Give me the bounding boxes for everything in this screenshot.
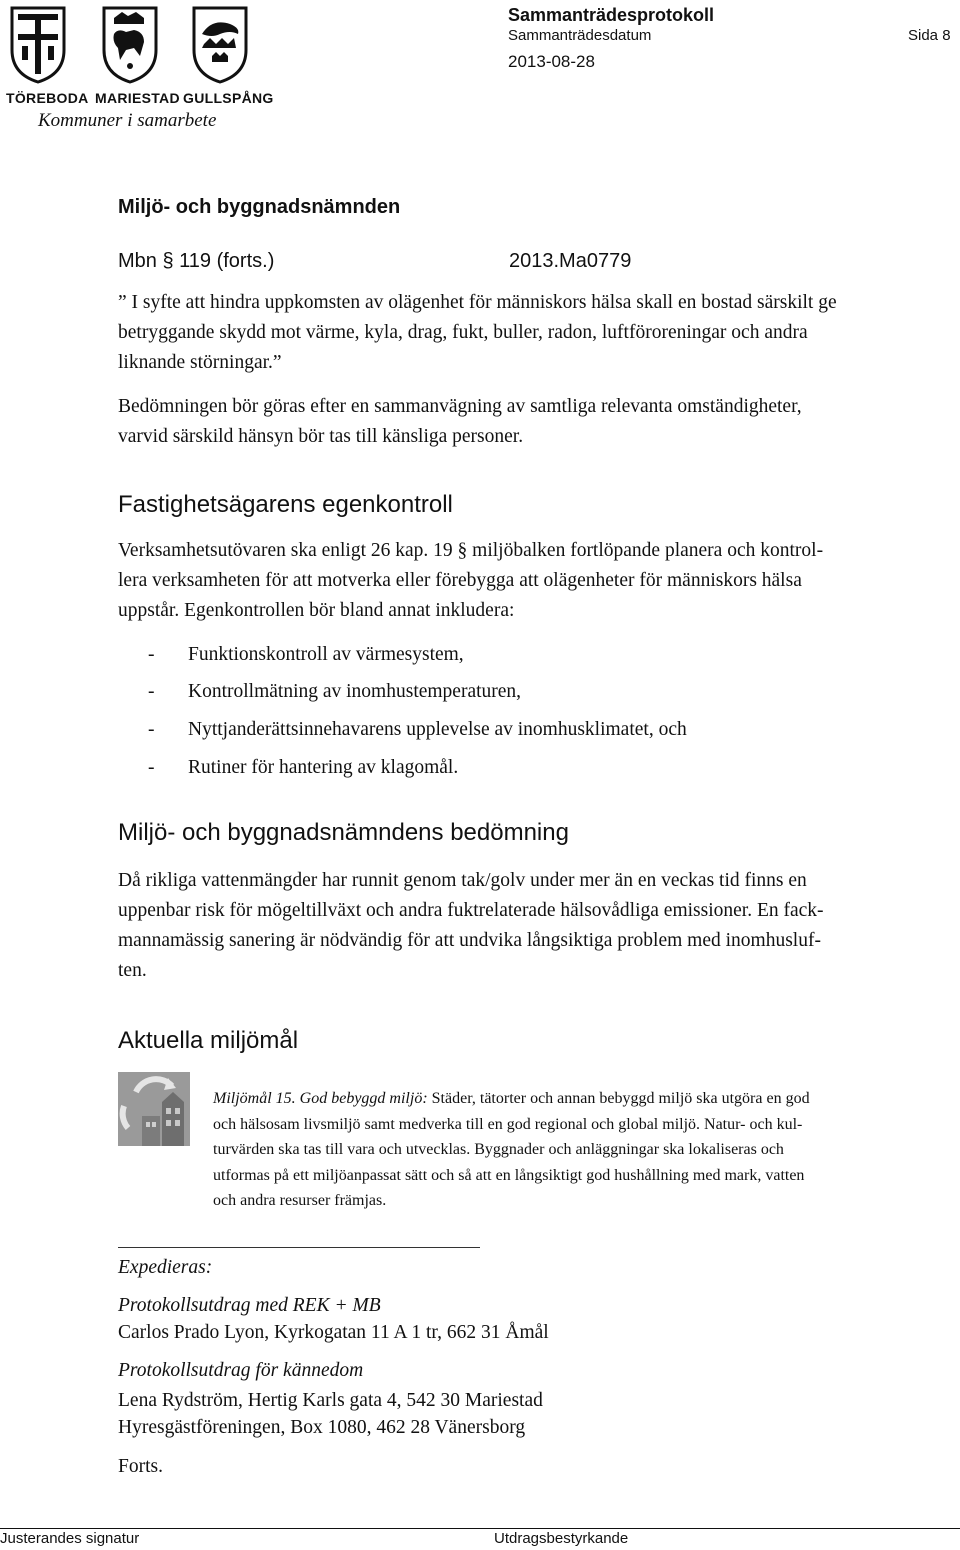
assessment-line: Bedömningen bör göras efter en sammanvägning av samtliga relevanta omständigheter,: [118, 396, 802, 417]
rek-recipient: Carlos Prado Lyon, Kyrkogatan 11 A 1 tr, 662 31 Åmål: [118, 1322, 549, 1343]
quote-line: liknande störningar.”: [118, 352, 282, 373]
committee-title: Miljö- och byggnadsnämnden: [118, 196, 401, 218]
page-number: Sida 8: [908, 27, 951, 44]
gullspang-coat-of-arms: [190, 4, 250, 84]
env-goal-paragraph: [213, 1086, 953, 1214]
meeting-date: 2013-08-28: [508, 52, 595, 71]
board-assessment-line: ten.: [118, 960, 147, 981]
signature-label: Justerandes signatur: [0, 1530, 140, 1547]
bullet-item: - Funktionskontroll av värmesystem,: [148, 644, 464, 665]
goal-line: turvärden ska tas till vara och utvecklas. Byggnader och anläggningar ska lokaliseras och: [213, 1141, 784, 1158]
self-control-line: Verksamhetsutövaren ska enligt 26 kap. 19 § miljöbalken fortlöpande planera och kontrol-: [118, 540, 824, 561]
municipality-mariestad: MARIESTAD: [95, 90, 180, 106]
expedieras-label: Expedieras:: [118, 1257, 213, 1278]
info-recipient: Hyresgästföreningen, Box 1080, 462 28 Vänersborg: [118, 1417, 526, 1438]
continued-note: Forts.: [118, 1456, 163, 1477]
goal-label: Miljömål 15. God bebyggd miljö:: [213, 1090, 428, 1107]
goal-line: Städer, tätorter och annan bebyggd miljö ska utgöra en god: [431, 1090, 810, 1107]
mariestad-coat-of-arms: [100, 4, 160, 84]
info-group-label: Protokollsutdrag för kännedom: [118, 1360, 364, 1381]
goal-line: utformas på ett miljöanpassat sätt och så att en långsiktigt god hushållning med mark, vatten: [213, 1166, 805, 1184]
municipality-toreboda: TÖREBODA: [6, 90, 89, 106]
paragraph-reference: Mbn § 119 (forts.): [118, 250, 275, 272]
assessment-paragraph: [118, 392, 954, 452]
municipality-gullspang: GULLSPÅNG: [183, 90, 274, 106]
bullet-item: - Rutiner för hantering av klagomål.: [148, 757, 459, 778]
toreboda-coat-of-arms: [8, 4, 68, 84]
self-control-line: lera verksamheten för att motverka eller förebygga att olägenheter för människors hälsa: [118, 570, 802, 591]
self-control-line: uppstår. Egenkontrollen bör bland annat inkludera:: [118, 600, 515, 621]
rek-group-label: Protokollsutdrag med REK + MB: [118, 1295, 381, 1316]
quote-paragraph: [118, 288, 954, 378]
bullet-item: - Nyttjanderättsinnehavarens upplevelse av inomhusklimatet, och: [148, 719, 687, 740]
date-label: Sammanträdesdatum: [508, 27, 652, 44]
city-building-icon: [118, 1072, 190, 1146]
case-number: 2013.Ma0779: [509, 250, 632, 272]
separator-line: [118, 1247, 480, 1248]
board-assessment-paragraph: [118, 866, 954, 986]
board-assessment-line: uppenbar risk för mögeltillväxt och andra fuktrelaterade hälsovådliga emissioner. En fack-: [118, 900, 824, 921]
info-recipient: Lena Rydström, Hertig Karls gata 4, 542 30 Mariestad: [118, 1390, 543, 1411]
doc-title: Sammanträdesprotokoll: [508, 5, 715, 25]
certification-label: Utdragsbestyrkande: [494, 1530, 629, 1547]
goal-line: och hälsosam livsmiljö samt medverka till en god regional och global miljö. Natur- och kul-: [213, 1115, 803, 1133]
board-assessment-line: mannamässig sanering är nödvändig för att undvika långsiktiga problem med inomhusluf-: [118, 930, 821, 951]
footer-rule: [0, 1528, 960, 1529]
goal-line: och andra resurser främjas.: [213, 1192, 387, 1209]
board-assessment-heading: Miljö- och byggnadsnämndens bedömning: [118, 819, 569, 846]
quote-line: ” I syfte att hindra uppkomsten av olägenhet för människors hälsa skall en bostad särskilt ge: [118, 292, 837, 313]
assessment-line: varvid särskild hänsyn bör tas till känsliga personer.: [118, 426, 524, 447]
self-control-paragraph: [118, 536, 954, 626]
self-control-heading: Fastighetsägarens egenkontroll: [118, 491, 453, 518]
tagline: Kommuner i samarbete: [38, 110, 217, 131]
env-goals-heading: Aktuella miljömål: [118, 1027, 299, 1054]
board-assessment-line: Då rikliga vattenmängder har runnit genom tak/golv under mer än en veckas tid finns en: [118, 870, 807, 891]
bullet-item: - Kontrollmätning av inomhustemperaturen,: [148, 681, 522, 702]
quote-line: betryggande skydd mot värme, kyla, drag, fukt, buller, radon, luftföroreningar och andra: [118, 322, 808, 343]
